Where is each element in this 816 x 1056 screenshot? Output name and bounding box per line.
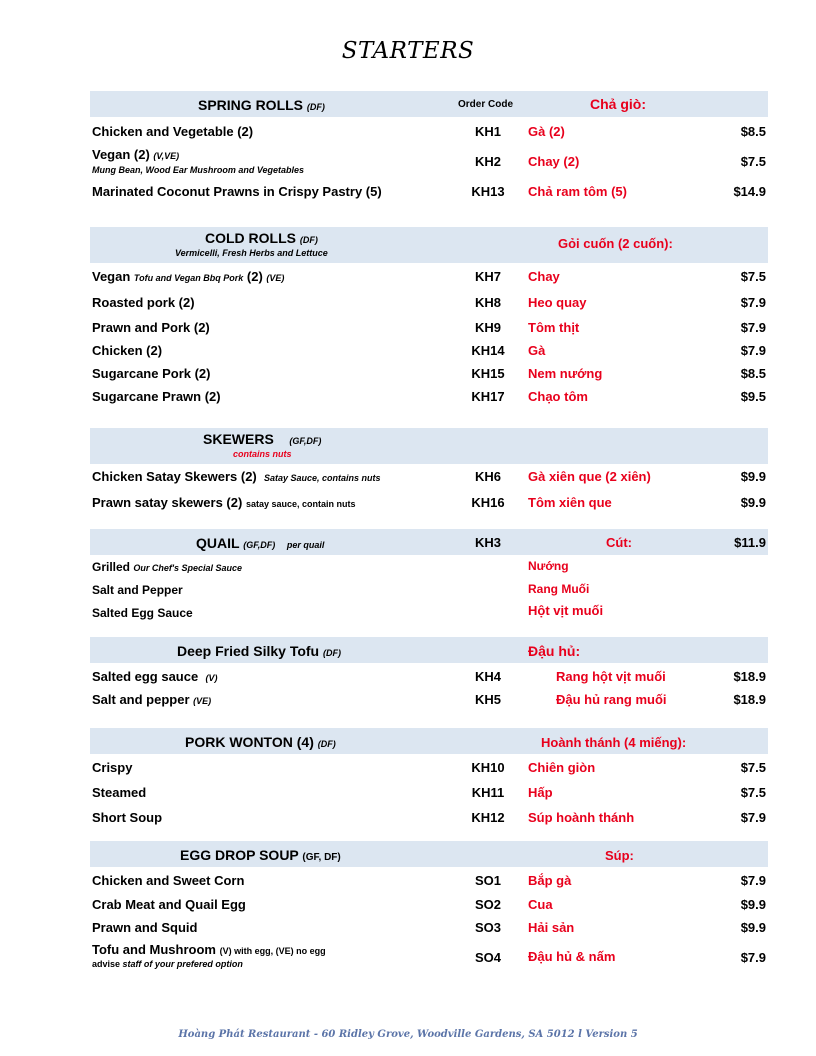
- order-code: KH14: [471, 343, 505, 358]
- menu-item-name: Salted egg sauce (V): [92, 669, 218, 684]
- menu-item-name: Sugarcane Pork (2): [92, 366, 211, 381]
- section-title-tofu: Deep Fried Silky Tofu (DF): [177, 643, 341, 659]
- viet-name: Hột vịt muối: [528, 603, 604, 618]
- price: $7.5: [740, 760, 766, 775]
- menu-item-name: Tofu and Mushroom (V) with egg, (VE) no egg: [92, 942, 326, 957]
- viet-header-soup: Súp:: [605, 848, 634, 863]
- viet-name: Hấp: [528, 785, 553, 800]
- menu-item-name: Chicken and Vegetable (2): [92, 124, 254, 139]
- menu-item-name: Roasted pork (2): [92, 295, 195, 310]
- order-code: KH4: [474, 669, 501, 684]
- menu-item-name: Prawn satay skewers (2) satay sauce, contain nuts: [92, 495, 356, 510]
- menu-item-note: advise staff of your prefered option: [92, 959, 243, 969]
- price: $11.9: [734, 535, 766, 550]
- section-header-band: [90, 428, 768, 464]
- price: $7.9: [740, 950, 766, 965]
- viet-name: Chạo tôm: [528, 389, 588, 404]
- viet-name: Chay (2): [528, 154, 580, 169]
- order-code: KH17: [471, 389, 505, 404]
- menu-item-name: Short Soup: [92, 810, 163, 825]
- price: $7.9: [740, 295, 766, 310]
- menu-item-name: Salt and pepper (VE): [92, 692, 212, 707]
- menu-item-name: Grilled Our Chef's Special Sauce: [92, 560, 243, 574]
- section-header-band: [90, 529, 768, 555]
- order-code: KH12: [471, 810, 505, 825]
- viet-header-wonton: Hoành thánh (4 miếng):: [541, 735, 687, 750]
- order-code: KH10: [471, 760, 505, 775]
- order-code: KH13: [471, 184, 505, 199]
- viet-name: Heo quay: [528, 295, 587, 310]
- viet-name: Đậu hủ & nấm: [528, 949, 616, 964]
- menu-item-name: Vegan Tofu and Vegan Bbq Pork (2) (VE): [92, 269, 285, 284]
- viet-name: Rang hột vịt muối: [556, 669, 666, 684]
- viet-name: Đậu hủ rang muối: [556, 692, 667, 707]
- viet-name: Gà (2): [528, 124, 565, 139]
- order-code: SO4: [474, 950, 501, 965]
- viet-name: Cua: [528, 897, 553, 912]
- menu-item-name: Crispy: [92, 760, 133, 775]
- menu-item-name: Chicken and Sweet Corn: [92, 873, 245, 888]
- price: $7.9: [740, 343, 766, 358]
- price: $8.5: [740, 124, 766, 139]
- section-subtitle: contains nuts: [233, 449, 292, 459]
- menu-item-name: Sugarcane Prawn (2): [92, 389, 221, 404]
- price: $7.9: [740, 810, 766, 825]
- menu-item-name: Prawn and Squid: [92, 920, 198, 935]
- price: $18.9: [733, 692, 766, 707]
- menu-item-name: Steamed: [92, 785, 147, 800]
- viet-name: Nem nướng: [528, 366, 603, 381]
- menu-item-name: Marinated Coconut Prawns in Crispy Pastry (5): [92, 184, 382, 199]
- price: $7.5: [740, 154, 766, 169]
- price: $9.5: [740, 389, 766, 404]
- order-code: SO3: [474, 920, 501, 935]
- section-title-wonton: PORK WONTON (4) (DF): [185, 734, 336, 750]
- order-code: KH5: [474, 692, 501, 707]
- section-title-quail: QUAIL (GF,DF) per quail: [196, 535, 325, 551]
- viet-name: Gà xiên que (2 xiên): [528, 469, 651, 484]
- section-title-spring-rolls: SPRING ROLLS (DF): [198, 97, 325, 113]
- price: $14.9: [733, 184, 766, 199]
- price: $18.9: [733, 669, 766, 684]
- order-code: KH15: [471, 366, 505, 381]
- price: $7.9: [740, 320, 766, 335]
- price: $8.5: [740, 366, 766, 381]
- viet-header-tofu: Đậu hủ:: [528, 643, 581, 659]
- menu-item-name: Salted Egg Sauce: [92, 606, 193, 620]
- section-subtitle: Vermicelli, Fresh Herbs and Lettuce: [175, 248, 328, 258]
- viet-header-spring-rolls: Chả giò:: [590, 96, 646, 112]
- price: $7.5: [740, 785, 766, 800]
- price: $9.9: [740, 897, 766, 912]
- page-footer: Hoàng Phát Restaurant - 60 Ridley Grove, Woodville Gardens, SA 5012 l Version 5: [178, 1029, 638, 1040]
- price: $9.9: [740, 920, 766, 935]
- viet-name: Chay: [528, 269, 560, 284]
- order-code: SO1: [474, 873, 501, 888]
- viet-header-quail: Cút:: [606, 535, 632, 550]
- order-code: KH8: [474, 295, 501, 310]
- order-code: KH1: [474, 124, 501, 139]
- viet-name: Chả ram tôm (5): [528, 184, 627, 199]
- order-code: KH16: [471, 495, 505, 510]
- menu-item-name: Chicken (2): [92, 343, 163, 358]
- viet-header-cold-rolls: Gỏi cuốn (2 cuốn):: [558, 236, 673, 251]
- menu-item-note: Mung Bean, Wood Ear Mushroom and Vegetables: [92, 165, 305, 175]
- order-code: KH6: [474, 469, 501, 484]
- viet-name: Hải sản: [528, 920, 575, 935]
- order-code-label: Order Code: [458, 99, 514, 110]
- viet-name: Nướng: [528, 559, 569, 573]
- order-code: SO2: [474, 897, 501, 912]
- order-code: KH11: [471, 785, 505, 800]
- order-code: KH3: [474, 535, 501, 550]
- menu-item-name: Crab Meat and Quail Egg: [92, 897, 246, 912]
- section-title-soup: EGG DROP SOUP (GF, DF): [180, 847, 341, 863]
- section-title-skewers: SKEWERS (GF,DF): [203, 431, 322, 447]
- viet-name: Tôm thịt: [528, 320, 580, 335]
- menu-item-name: Chicken Satay Skewers (2) Satay Sauce, contains nuts: [92, 469, 381, 484]
- menu-item-name: Salt and Pepper: [92, 583, 183, 597]
- menu-item-name: Vegan (2) (V,VE): [92, 147, 180, 162]
- viet-name: Tôm xiên que: [528, 495, 612, 510]
- section-header-band: [90, 91, 768, 117]
- viet-name: Súp hoành thánh: [528, 810, 635, 825]
- viet-name: Rang Muối: [528, 582, 590, 596]
- menu-item-name: Prawn and Pork (2): [92, 320, 210, 335]
- page-title: STARTERS: [341, 38, 475, 64]
- price: $7.5: [740, 269, 766, 284]
- order-code: KH9: [474, 320, 501, 335]
- price: $7.9: [740, 873, 766, 888]
- order-code: KH7: [474, 269, 501, 284]
- viet-name: Bắp gà: [528, 873, 572, 888]
- viet-name: Gà: [528, 343, 546, 358]
- price: $9.9: [740, 495, 766, 510]
- price: $9.9: [740, 469, 766, 484]
- viet-name: Chiên giòn: [528, 760, 596, 775]
- order-code: KH2: [474, 154, 501, 169]
- section-title-cold-rolls: COLD ROLLS (DF): [205, 230, 318, 246]
